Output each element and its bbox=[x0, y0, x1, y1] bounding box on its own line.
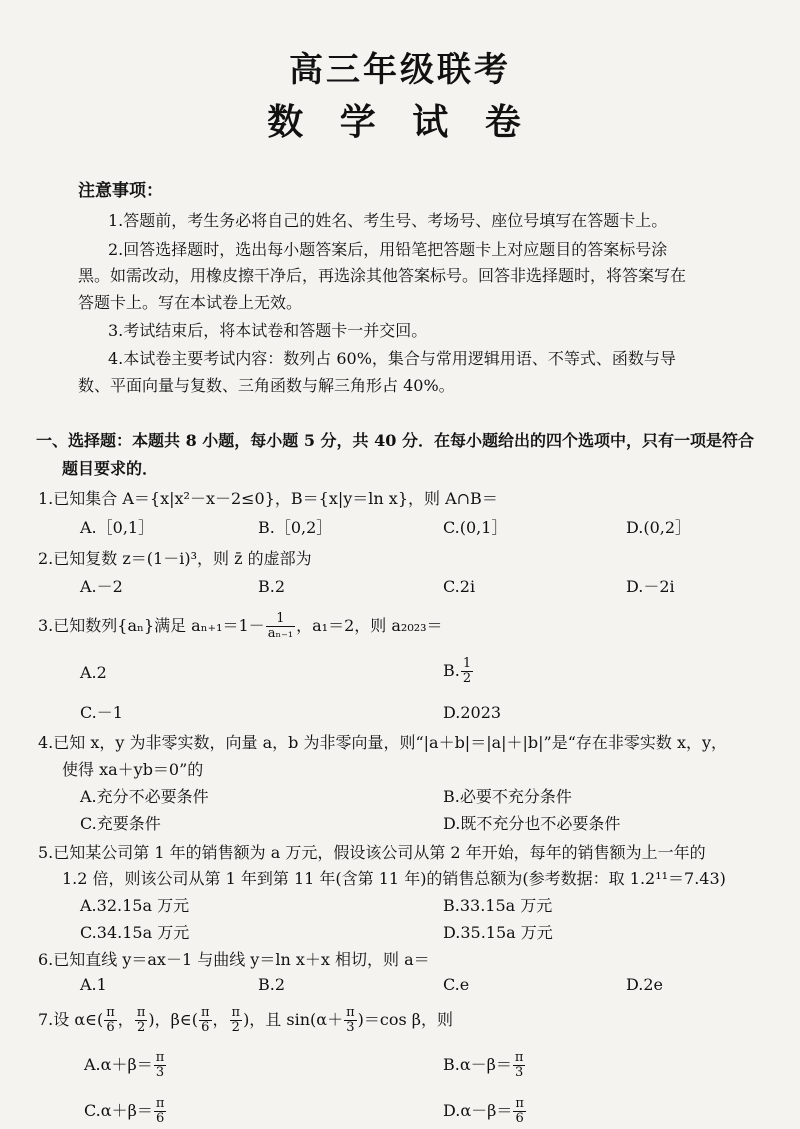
q5-option-d: D.35.15a 万元 bbox=[443, 923, 553, 942]
q4-option-b: B.必要不充分条件 bbox=[443, 787, 572, 806]
q4-stem-cont: 使得 xa＋yb＝0”的 bbox=[62, 760, 204, 779]
q3-fraction: $\frac{1}{\text{aₙ₋₁}}$ bbox=[267, 611, 294, 641]
q6-option-a: A.1 bbox=[80, 975, 107, 994]
q7-option-a: A.α＋β＝ $\frac{\pi}{3}$ bbox=[84, 1050, 165, 1080]
q6-option-d: D.2e bbox=[626, 975, 663, 994]
section-heading-cont: 题目要求的． bbox=[62, 459, 159, 478]
q5-option-a: A.32.15a 万元 bbox=[80, 896, 190, 915]
q5-option-b: B.33.15a 万元 bbox=[443, 896, 553, 915]
notes-item-3: 3.考试结束后，将本试卷和答题卡一并交回。 bbox=[108, 321, 428, 340]
q4-option-c: C.充要条件 bbox=[80, 814, 161, 833]
q4-option-d: D.既不充分也不必要条件 bbox=[443, 814, 621, 833]
notes-item-4: 4.本试卷主要考试内容：数列占 60%，集合与常用逻辑用语、不等式、函数与导 bbox=[108, 349, 676, 368]
q1-stem: 1.已知集合 A＝{x|x²－x－2≤0}，B＝{x|y＝ln x}，则 A∩B＝ bbox=[38, 489, 498, 508]
q2-option-c: C.2i bbox=[443, 577, 476, 596]
notes-item-4-cont: 数、平面向量与复数、三角函数与解三角形占 40%。 bbox=[78, 376, 455, 395]
q4-option-a: A.充分不必要条件 bbox=[80, 787, 209, 806]
q1-option-d: D.(0,2］ bbox=[626, 518, 692, 537]
q5-stem: 5.已知某公司第 1 年的销售额为 a 万元，假设该公司从第 2 年开始，每年的销售额为上一年的 bbox=[38, 843, 706, 862]
q3-option-a: A.2 bbox=[80, 663, 107, 682]
notes-item-1: 1.答题前，考生务必将自己的姓名、考生号、考场号、座位号填写在答题卡上。 bbox=[108, 211, 668, 230]
q2-option-d: D.－2i bbox=[626, 577, 675, 596]
section-heading: 一、选择题：本题共 8 小题，每小题 5 分，共 40 分．在每小题给出的四个选项中，只有一项是符合 bbox=[36, 431, 754, 450]
q1-option-c: C.(0,1］ bbox=[443, 518, 508, 537]
q7-option-c: C.α＋β＝ $\frac{\pi}{6}$ bbox=[84, 1096, 165, 1126]
q2-stem: 2.已知复数 z＝(1－i)³，则 z̄ 的虚部为 bbox=[38, 549, 312, 568]
q7-option-b: B.α－β＝ $\frac{\pi}{3}$ bbox=[443, 1050, 524, 1080]
q2-option-b: B.2 bbox=[258, 577, 286, 596]
q7-stem: 7.设 α∈( $\frac{\pi}{6}$ ， $\frac{\pi}{2}$ )，β∈( $\frac{\pi}{6}$ ， $\frac{\pi}{2}$ )，且 sin(α＋ $\frac{\pi}{3}$ )＝cos β，则 bbox=[38, 1005, 454, 1035]
q3-option-d: D.2023 bbox=[443, 703, 502, 722]
q6-option-c: C.e bbox=[443, 975, 470, 994]
q6-option-b: B.2 bbox=[258, 975, 286, 994]
q3-option-b: B. $\frac{1}{2}$ bbox=[443, 656, 472, 686]
q5-option-c: C.34.15a 万元 bbox=[80, 923, 190, 942]
q6-stem: 6.已知直线 y＝ax－1 与曲线 y＝ln x＋x 相切，则 a＝ bbox=[38, 950, 430, 969]
notes-item-2: 2.回答选择题时，选出每小题答案后，用铅笔把答题卡上对应题目的答案标号涂 bbox=[108, 240, 668, 259]
q3-option-c: C.－1 bbox=[80, 703, 123, 722]
notes-item-2-cont: 黑。如需改动，用橡皮擦干净后，再选涂其他答案标号。回答非选择题时，将答案写在 bbox=[78, 266, 687, 285]
notes-item-2-cont2: 答题卡上。写在本试卷上无效。 bbox=[78, 293, 303, 312]
q1-option-b: B.［0,2］ bbox=[258, 518, 333, 537]
q2-option-a: A.－2 bbox=[80, 577, 123, 596]
q1-option-a: A.［0,1］ bbox=[80, 518, 155, 537]
exam-title: 高三年级联考 bbox=[289, 50, 511, 90]
notes-heading: 注意事项： bbox=[78, 181, 163, 201]
q7-option-d: D.α－β＝ $\frac{\pi}{6}$ bbox=[443, 1096, 524, 1126]
q3-stem: 3.已知数列{aₙ}满足 aₙ₊₁＝1－ $\frac{1}{\text{aₙ₋₁}}$ ，a₁＝2，则 a₂₀₂₃＝ bbox=[38, 611, 443, 641]
q5-stem-cont: 1.2 倍，则该公司从第 1 年到第 11 年(含第 11 年)的销售总额为(参考数据：取 1.2¹¹＝7.43) bbox=[62, 869, 726, 888]
exam-subtitle: 数 学 试 卷 bbox=[267, 101, 533, 143]
q4-stem: 4.已知 x，y 为非零实数，向量 a，b 为非零向量，则“|a＋b|＝|a|＋|b|”是“存在非零实数 x，y， bbox=[38, 733, 728, 752]
